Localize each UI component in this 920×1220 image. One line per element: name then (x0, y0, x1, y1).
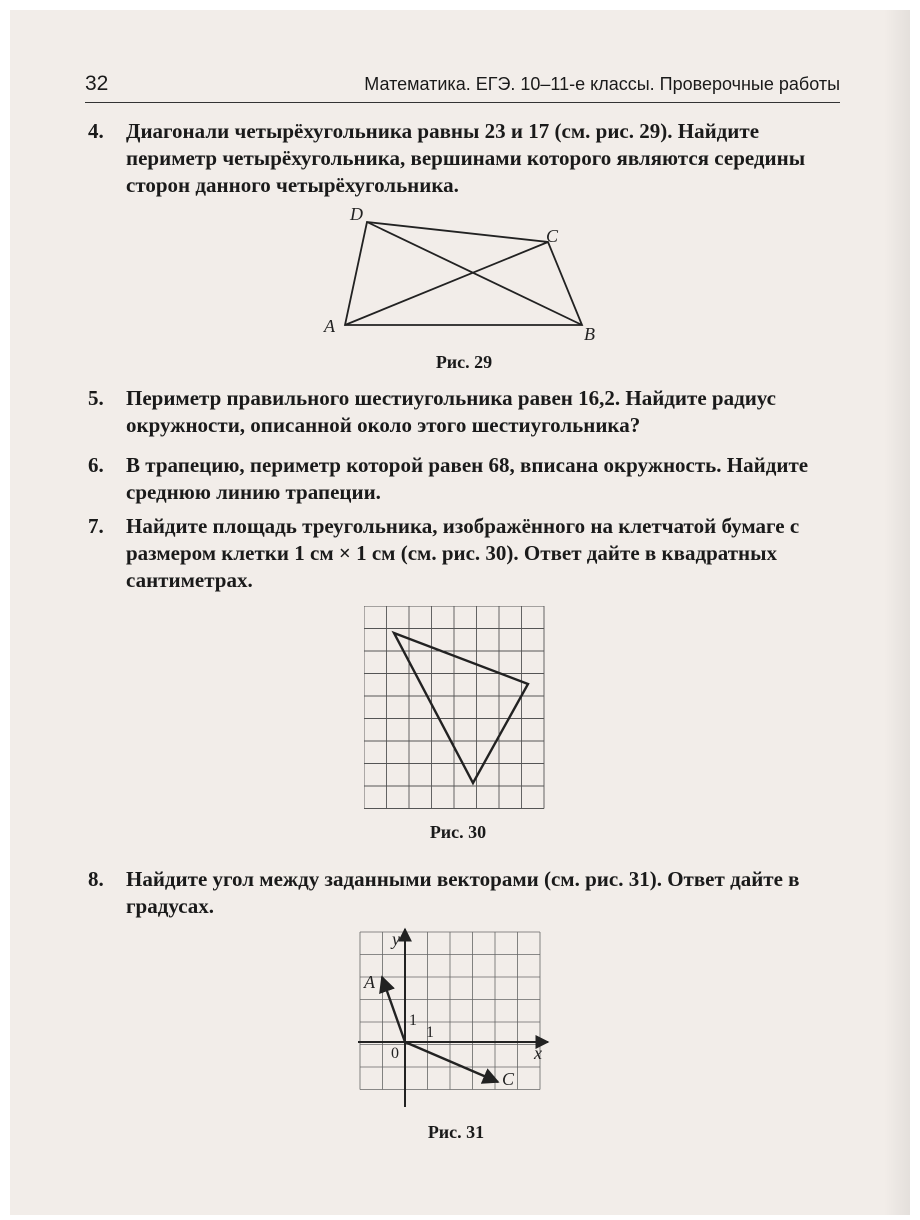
vertex-label-c: C (546, 226, 559, 246)
vertex-label-a: A (324, 316, 335, 336)
figure-29-quadrilateral (310, 200, 610, 350)
grid (364, 606, 544, 809)
problem-text: Найдите угол между заданными векторами (см. рис. 31). Ответ дайте в градусах. (126, 867, 800, 918)
unit-label-x: 1 (426, 1024, 434, 1041)
diagonal-ca (345, 242, 548, 325)
page-header (85, 66, 840, 103)
vector-oa (382, 977, 405, 1042)
vertex-label-b: B (584, 324, 595, 344)
origin-label: 0 (391, 1045, 399, 1062)
problem-5 (88, 385, 848, 439)
problem-text: В трапецию, периметр которой равен 68, вписана окружность. Найдите среднюю линию трапеции. (126, 453, 809, 504)
axis-label-y: y (392, 929, 400, 949)
problem-number: 4. (88, 119, 104, 143)
problem-text: Найдите площадь треугольника, изображённого на клетчатой бумаге с размером клетки 1 см × 1 см (см. рис. 30). Ответ дайте в квадратных сантиметрах. (126, 514, 800, 592)
figure-31-caption: Рис. 31 (427, 1122, 485, 1142)
vertex-label-d: D (350, 204, 363, 224)
running-title: Математика. ЕГЭ. 10–11-е классы. Проверочные работы (364, 74, 840, 94)
problem-text: Диагонали четырёхугольника равны 23 и 17 (см. рис. 29). Найдите периметр четырёхугольника, вершинами которого являются середины сторон данного четырёхугольника. (126, 119, 806, 197)
unit-label-y: 1 (409, 1012, 417, 1029)
problem-8 (88, 866, 848, 920)
problem-4 (88, 118, 848, 199)
problem-number: 7. (88, 514, 104, 538)
problem-number: 8. (88, 867, 104, 891)
problem-text: Периметр правильного шестиугольника равен 16,2. Найдите радиус окружности, описанной около этого шестиугольника? (126, 386, 776, 437)
problem-number: 6. (88, 453, 104, 477)
vector-oc (405, 1042, 498, 1082)
problem-6 (88, 452, 848, 506)
triangle (394, 633, 528, 783)
vector-label-a: A (364, 972, 375, 992)
figure-30-grid-triangle (364, 606, 554, 812)
figure-30-caption: Рис. 30 (429, 822, 487, 842)
vector-label-c: C (502, 1069, 515, 1089)
axis-label-x: x (534, 1043, 542, 1063)
problem-number: 5. (88, 386, 104, 410)
grid (360, 932, 540, 1090)
figure-31-vectors (356, 925, 556, 1110)
figure-29-caption: Рис. 29 (435, 352, 493, 372)
page-edge-shadow (884, 10, 910, 1215)
problem-7 (88, 513, 848, 594)
page-number: 32 (85, 72, 109, 95)
